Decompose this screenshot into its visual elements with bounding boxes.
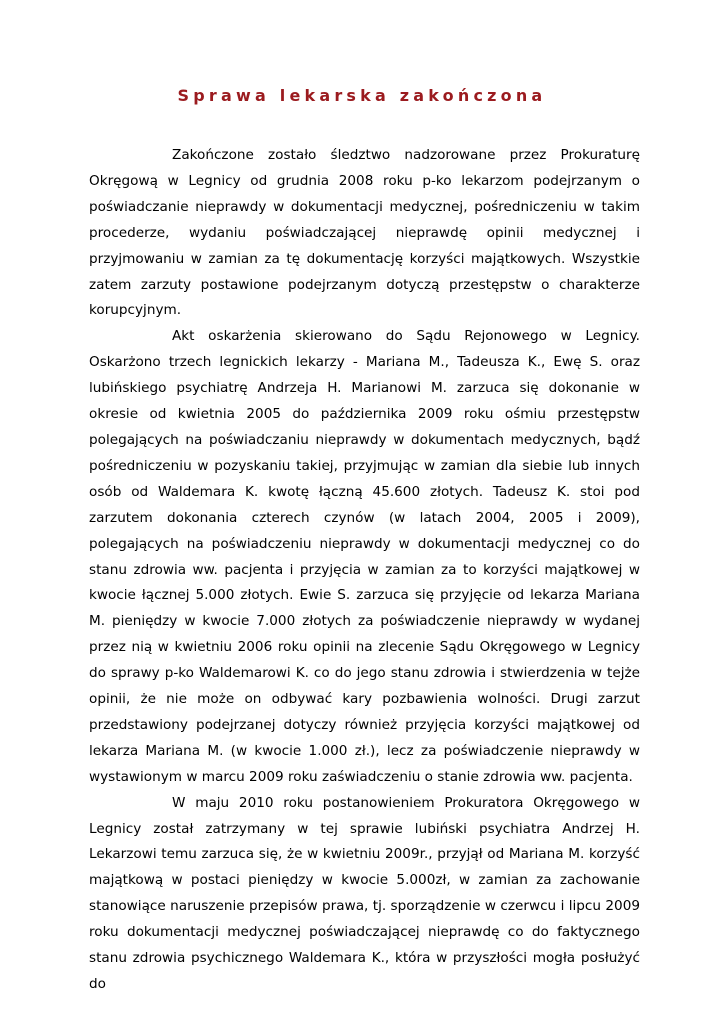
paragraph: W maju 2010 roku postanowieniem Prokuratora Okręgowego w Legnicy został zatrzymany w tej sprawie lubiński psychiatra Andrzej H. Lekarzowi temu zarzuca się, że w kwietniu 2009r., przyjął od Mariana M. korzyść majątkową w postaci pieniędzy w kwocie 5.000zł, w zamian za zachowanie stanowiące naruszenie przepisów prawa, tj. sporządzenie w czerwcu i lipcu 2009 roku dokumentacji medycznej poświadczającej nieprawdę co do faktycznego stanu zdrowia psychicznego Waldemara K., która w przyszłości mogła posłużyć do <box>89 794 640 992</box>
document-body <box>89 143 640 998</box>
paragraph: Zakończone zostało śledztwo nadzorowane przez Prokuraturę Okręgową w Legnicy od grudnia 2008 roku p-ko lekarzom podejrzanym o poświadczanie nieprawdy w dokumentacji medycznej, pośredniczeniu w takim procederze, wydaniu poświadczającej nieprawdę opinii medycznej i przyjmowaniu w zamian za tę dokumentację korzyści majątkowych. Wszystkie zatem zarzuty postawione podejrzanym dotyczą przestępstw o charakterze korupcyjnym. <box>89 147 640 319</box>
document-title: Sprawa lekarska zakończona <box>177 86 547 105</box>
paragraph: Akt oskarżenia skierowano do Sądu Rejonowego w Legnicy. Oskarżono trzech legnickich lekarzy - Mariana M., Tadeusza K., Ewę S. oraz lubińskiego psychiatrę Andrzeja H. Marianowi M. zarzuca się dokonanie w okresie od kwietnia 2005 do października 2009 roku ośmiu przestępstw polegających na poświadczaniu nieprawdy w dokumentach medycznych, bądź pośredniczeniu w pozyskaniu takiej, przyjmując w zamian dla siebie lub innych osób od Waldemara K. kwotę łączną 45.600 złotych. Tadeusz K. stoi pod zarzutem dokonania czterech czynów (w latach 2004, 2005 i 2009), polegających na poświadczeniu nieprawdy w dokumentacji medycznej co do stanu zdrowia ww. pacjenta i przyjęcia w zamian za to korzyści majątkowej w kwocie łącznej 5.000 złotych. Ewie S. zarzuca się przyjęcie od lekarza Mariana M. pieniędzy w kwocie 7.000 złotych za poświadczenie nieprawdy w wydanej przez nią w kwietniu 2006 roku opinii na zlecenie Sądu Okręgowego w Legnicy do sprawy p-ko Waldemarowi K. co do jego stanu zdrowia i stwierdzenia w tejże opinii, że nie może on odbywać kary pozbawienia wolności. Drugi zarzut przedstawiony podejrzanej dotyczy również przyjęcia korzyści majątkowej od lekarza Mariana M. (w kwocie 1.000 zł.), lecz za poświadczenie nieprawdy w wystawionym w marcu 2009 roku zaświadczeniu o stanie zdrowia ww. pacjenta. <box>89 328 640 785</box>
